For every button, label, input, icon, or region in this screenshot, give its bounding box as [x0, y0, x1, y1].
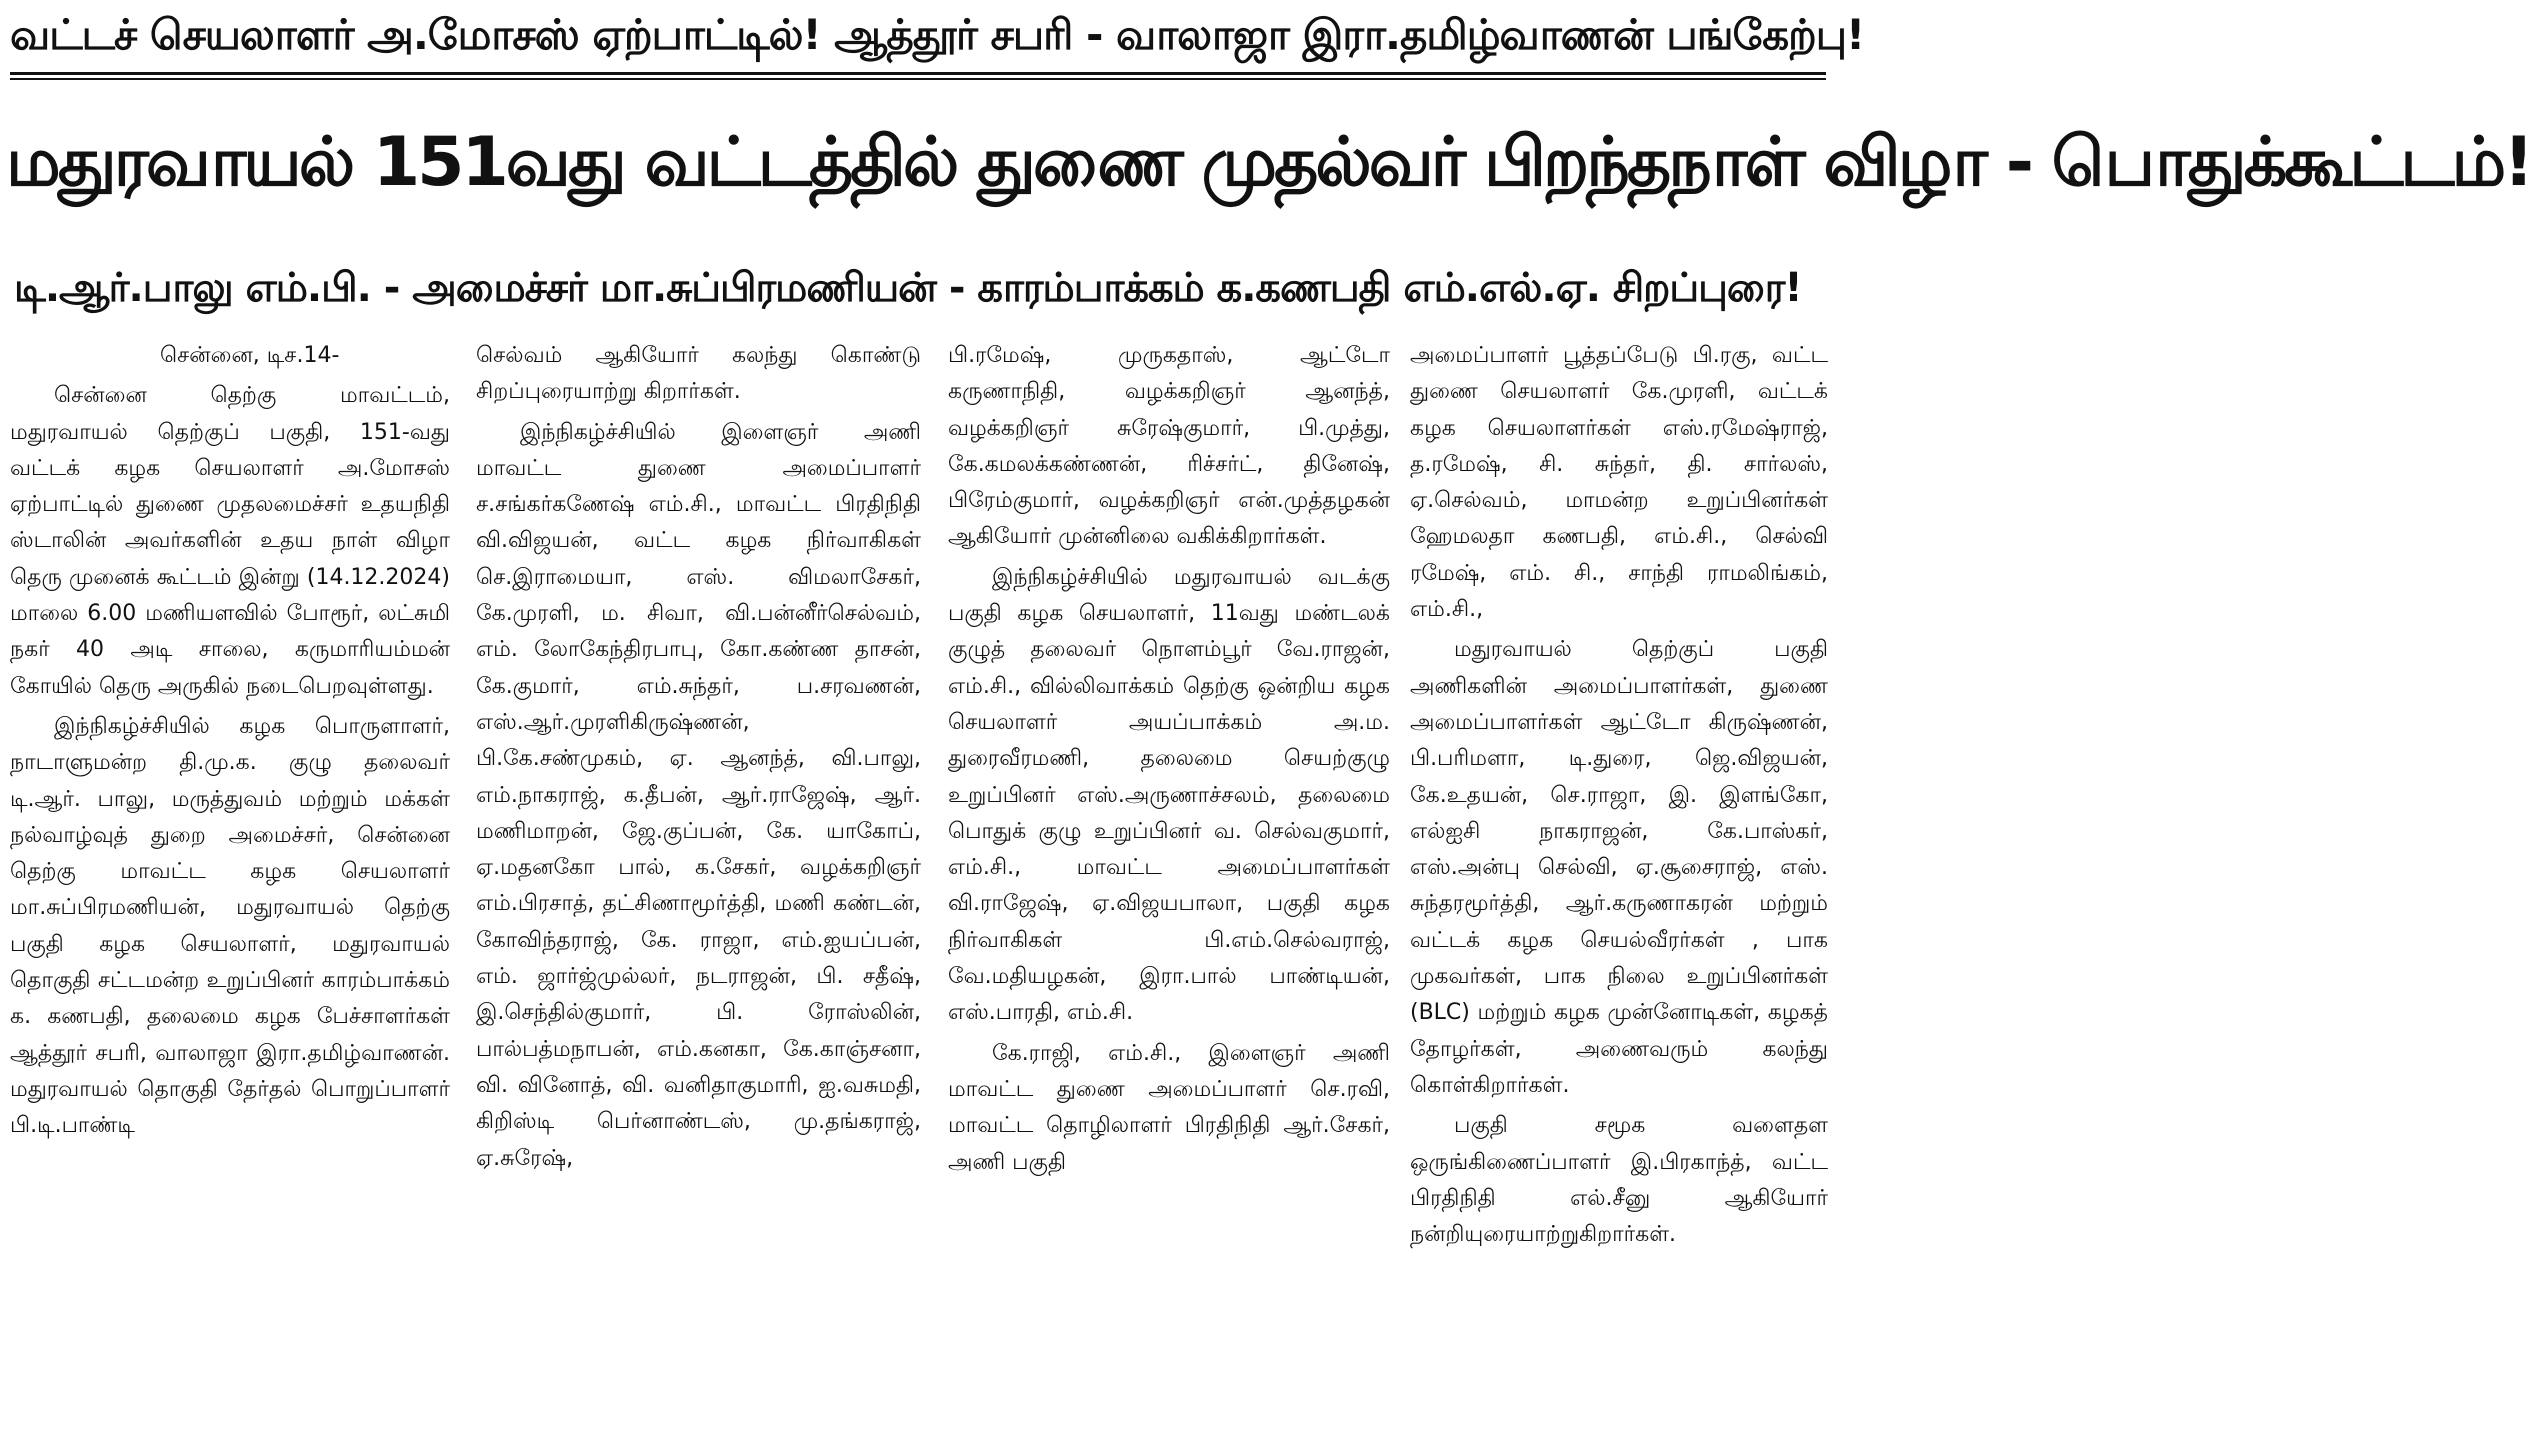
article-column-4: [1410, 338, 1828, 1428]
article-column-1: [10, 338, 450, 1428]
paragraph: செல்வம் ஆகியோர் கலந்து கொண்டு சிறப்புரையாற்று கிறார்கள்.: [476, 343, 921, 405]
paragraph: மதுரவாயல் தெற்குப் பகுதி அணிகளின் அமைப்பாளர்கள், துணை அமைப்பாளர்கள் ஆட்டோ கிருஷ்ணன், பி.பரிமளா, டி.துரை, ஜெ.விஜயன், கே.உதயன், செ.ராஜா, இ. இளங்கோ, எல்ஐசி நாகராஜன், கே.பாஸ்கர், எஸ்.அன்பு செல்வி, ஏ.சூசைராஜ், எஸ். சுந்தரமூர்த்தி, ஆர்.கருணாகரன் மற்றும் வட்டக் கழக செயல்வீரர்கள் , பாக முகவர்கள், பாக நிலை உறுப்பினர்கள் (BLC) மற்றும் கழக முன்னோடிகள், கழகத் தோழர்கள், அணைவரும் கலந்து கொள்கிறார்கள்.: [1410, 637, 1828, 1098]
subheadline: டி.ஆர்.பாலு எம்.பி. - அமைச்சர் மா.சுப்பிரமணியன் - காரம்பாக்கம் க.கணபதி எம்.எல்.ஏ. சிறப்புரை!: [14, 265, 1802, 311]
headline: மதுரவாயல் 151வது வட்டத்தில் துணை முதல்வர் பிறந்தநாள் விழா - பொதுக்கூட்டம்!: [6, 123, 2531, 202]
paragraph: இந்நிகழ்ச்சியில் மதுரவாயல் வடக்கு பகுதி கழக செயலாளர், 11வது மண்டலக் குழுத் தலைவர் நொளம்பூர் வே.ராஜன், எம்.சி., வில்லிவாக்கம் தெற்கு ஒன்றிய கழக செயலாளர் அயப்பாக்கம் அ.ம. துரைவீரமணி, தலைமை செயற்குழு உறுப்பினர் எஸ்.அருணாச்சலம், தலைமை பொதுக் குழு உறுப்பினர் வ. செல்வகுமார், எம்.சி., மாவட்ட அமைப்பாளர்கள் வி.ராஜேஷ், ஏ.விஜயபாலா, பகுதி கழக நிர்வாகிகள் பி.எம்.செல்வராஜ், வே.மதியழகன், இரா.பால் பாண்டியன், எஸ்.பாரதி, எம்.சி.: [948, 564, 1390, 1026]
paragraph: பி.ரமேஷ், முருகதாஸ், ஆட்டோ கருணாநிதி, வழக்கறிஞர் ஆனந்த், வழக்கறிஞர் சுரேஷ்குமார், பி.முத்து, கே.கமலக்கண்ணன், ரிச்சர்ட், தினேஷ், பிரேம்குமார், வழக்கறிஞர் என்.முத்தழகன் ஆகியோர் முன்னிலை வகிக்கிறார்கள்.: [948, 343, 1390, 550]
kicker-line: வட்டச் செயலாளர் அ.மோசஸ் ஏற்பாட்டில்! ஆத்தூர் சபரி - வாலாஜா இரா.தமிழ்வாணன் பங்கேற்பு!: [10, 10, 1865, 59]
header-rule-thin: [10, 78, 1826, 80]
paragraph: கே.ராஜி, எம்.சி., இளைஞர் அணி மாவட்ட துணை அமைப்பாளர் செ.ரவி, மாவட்ட தொழிலாளர் பிரதிநிதி ஆர்.சேகர், அணி பகுதி: [948, 1040, 1390, 1175]
dateline: சென்னை, டிச.14-: [160, 343, 340, 368]
paragraph: அமைப்பாளர் பூத்தப்பேடு பி.ரகு, வட்ட துணை செயலாளர் கே.முரளி, வட்டக் கழக செயலாளர்கள் எஸ்.ரமேஷ்ராஜ், த.ரமேஷ், சி. சுந்தர், தி. சார்லஸ், ஏ.செல்வம், மாமன்ற உறுப்பினர்கள் ஹேமலதா கணபதி, எம்.சி., செல்வி ரமேஷ், எம். சி., சாந்தி ராமலிங்கம், எம்.சி.,: [1410, 343, 1828, 623]
article-column-2: [476, 338, 921, 1428]
paragraph: இந்நிகழ்ச்சியில் கழக பொருளாளர், நாடாளுமன்ற தி.மு.க. குழு தலைவர் டி.ஆர். பாலு, மருத்துவம் மற்றும் மக்கள் நல்வாழ்வுத் துறை அமைச்சர், சென்னை தெற்கு மாவட்ட கழக செயலாளர் மா.சுப்பிரமணியன், மதுரவாயல் தெற்கு பகுதி கழக செயலாளர், மதுரவாயல் தொகுதி சட்டமன்ற உறுப்பினர் காரம்பாக்கம் க. கணபதி, தலைமை கழக பேச்சாளர்கள் ஆத்தூர் சபரி, வாலாஜா இரா.தமிழ்வாணன். மதுரவாயல் தொகுதி தேர்தல் பொறுப்பாளர் பி.டி.பாண்டி: [10, 713, 450, 1139]
header-rule: [10, 72, 1826, 75]
article-column-3: [948, 338, 1390, 1428]
paragraph: சென்னை தெற்கு மாவட்டம், மதுரவாயல் தெற்குப் பகுதி, 151-வது வட்டக் கழக செயலாளர் அ.மோசஸ் ஏற்பாட்டில் துணை முதலமைச்சர் உதயநிதி ஸ்டாலின் அவர்களின் உதய நாள் விழா தெரு முனைக் கூட்டம் இன்று (14.12.2024) மாலை 6.00 மணியளவில் போரூர், லட்சுமி நகர் 40 அடி சாலை, கருமாரியம்மன் கோயில் தெரு அருகில் நடைபெறவுள்ளது.: [10, 383, 450, 699]
paragraph: பகுதி சமூக வளைதள ஒருங்கிணைப்பாளர் இ.பிரகாந்த், வட்ட பிரதிநிதி எல்.சீனு ஆகியோர் நன்றியுரையாற்றுகிறார்கள்.: [1410, 1113, 1828, 1248]
paragraph: இந்நிகழ்ச்சியில் இளைஞர் அணி மாவட்ட துணை அமைப்பாளர் ச.சங்கர்கணேஷ் எம்.சி., மாவட்ட பிரதிநிதி வி.விஜயன், வட்ட கழக நிர்வாகிகள் செ.இராமையா, எஸ். விமலாசேகர், கே.முரளி, ம. சிவா, வி.பன்னீர்செல்வம், எம். லோகேந்திரபாபு, கோ.கண்ண தாசன், கே.குமார், எம்.சுந்தர், ப.சரவணன், எஸ்.ஆர்.முரளிகிருஷ்ணன், பி.கே.சண்முகம், ஏ. ஆனந்த், வி.பாலு, எம்.நாகராஜ், க.தீபன், ஆர்.ராஜேஷ், ஆர். மணிமாறன், ஜே.குப்பன், கே. யாகோப், ஏ.மதனகோ பால், க.சேகர், வழக்கறிஞர் எம்.பிரசாத், தட்சிணாமூர்த்தி, மணி கண்டன், கோவிந்தராஜ், கே. ராஜா, எம்.ஐயப்பன், எம். ஜார்ஜ்முல்லர், நடராஜன், பி. சதீஷ், இ.செந்தில்குமார், பி. ரோஸ்லின், பால்பத்மநாபன், எம்.கனகா, கே.காஞ்சனா, வி. வினோத், வி. வனிதாகுமாரி, ஐ.வசுமதி, கிறிஸ்டி பெர்னாண்டஸ், மு.தங்கராஜ், ஏ.சுரேஷ்,: [476, 419, 921, 1171]
